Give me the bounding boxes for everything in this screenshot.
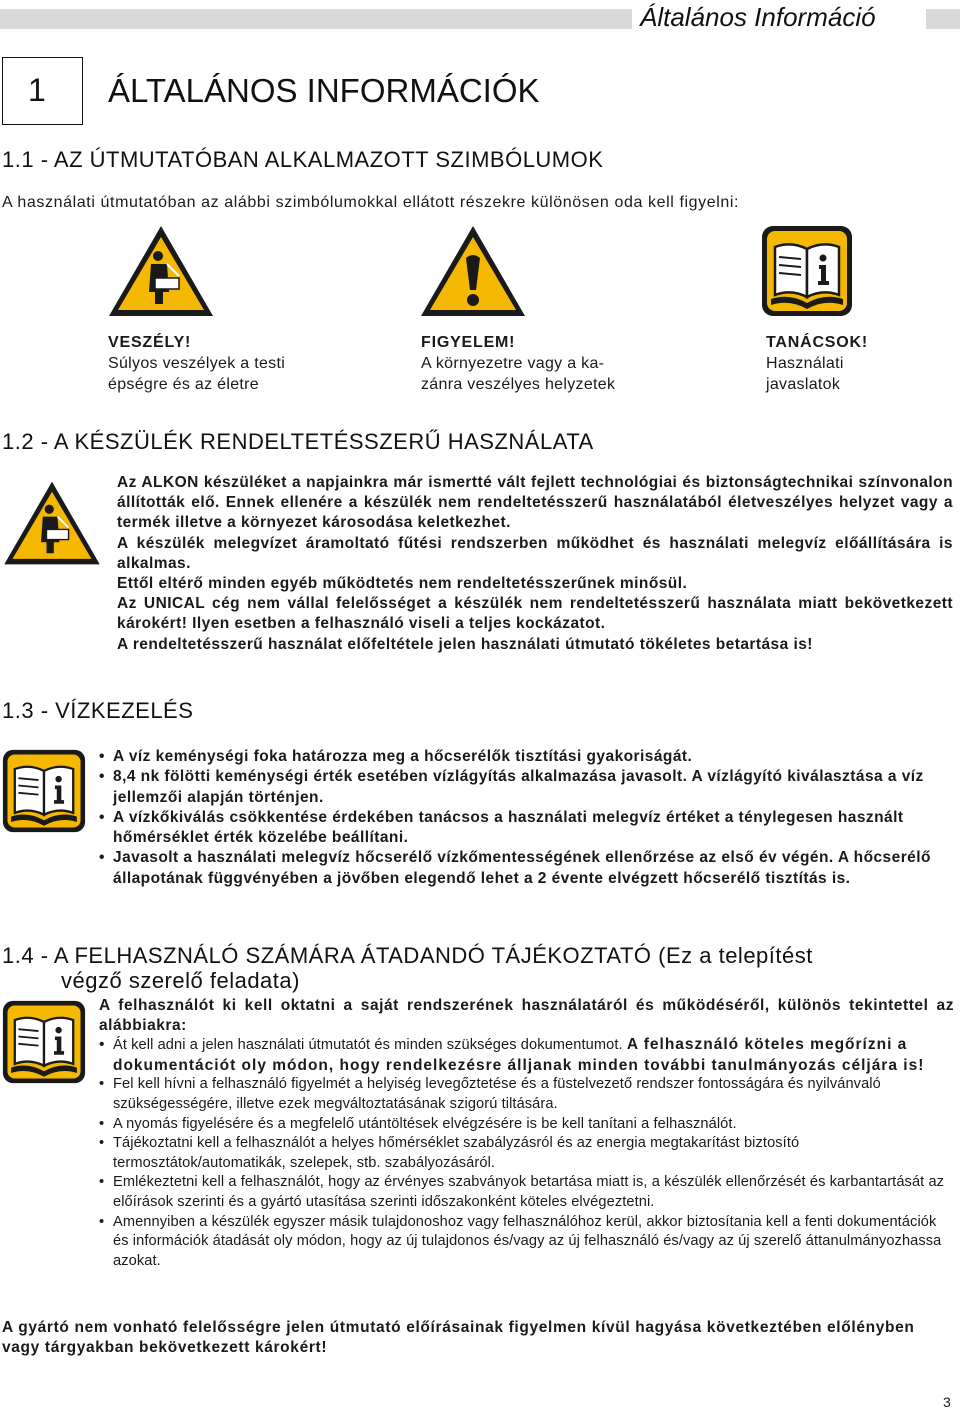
- symbol-danger-desc-2: épségre és az életre: [108, 376, 259, 393]
- section-1-2-p1a: Az ALKON készüléket a napjainkra már ismertté vált fejlett technológiai és biztonságtechnikai színvonalon állították elő.: [117, 474, 953, 512]
- page-number: 3: [943, 1394, 951, 1410]
- symbol-danger-desc-1: Súlyos veszélyek a testi: [108, 355, 286, 372]
- list-item: • A víz keménységi foka határozza meg a hőcserélők tisztítási gyakoriságát.: [99, 747, 954, 767]
- section-1-2-p5: A rendeltetésszerű használat előfeltétele jelen használati útmutató tökéletes betartása is!: [117, 635, 813, 653]
- section-1-2-title: 1.2 - A KÉSZÜLÉK RENDELTETÉSSZERŰ HASZNÁLATA: [2, 429, 594, 454]
- list-item: • Emlékeztetni kell a felhasználót, hogy az érvényes szabványok betartása miatt is, a készülék ellenőrzését és karbantartását az előírások szerinti és a gyártó utasítása szerinti időszakonként köteles elvégeztetni.: [99, 1173, 954, 1212]
- symbol-advice-desc-1: Használati: [766, 355, 844, 372]
- list-item: • A vízkőkiválás csökkentése érdekében tanácsos a használati melegvíz értéket a ténylegesen használt hőmérséklet érték közelébe beállítani.: [99, 808, 954, 849]
- list-item: • Amennyiben a készülék egyszer másik tulajdonoshoz vagy felhasználóhoz kerül, akkor biztosítania kell a fenti dokumentációk és információk átadását oly módon, hogy az új tulajdonos és/vagy az új felhasználó és/vagy az új szerelő áttanulmányozhassa azokat.: [99, 1213, 954, 1272]
- section-1-2-p4: Az UNICAL cég nem vállal felelősséget a készülék nem rendeltetésszerű használata miatt bekövetkezett károkért! Ilyen esetben a felhasználó viseli a teljes kockázatot.: [117, 595, 953, 633]
- section-1-3-title: 1.3 - VÍZKEZELÉS: [2, 698, 194, 723]
- list-item: • 8,4 nk fölötti keménységi érték esetében vízlágyítás alkalmazása javasolt. A vízlágyító kiválasztása a víz jellemzői alapján történjen.: [99, 767, 954, 808]
- section-1-4-body: [99, 996, 954, 1271]
- section-1-2-p2: A készülék melegvízet áramoltató fűtési rendszerben működhet és használati melegvíz előállítására is alkalmas.: [117, 534, 953, 572]
- warning-exclamation-icon: [417, 222, 529, 320]
- list-item-emphasis: A felhasználó köteles megőrízni a dokumentációt oly módon, hogy rendelkezésre álljanak minden további tanulmányozás céljára is!: [113, 1036, 925, 1074]
- symbol-warning-label: FIGYELEM!: [421, 334, 516, 351]
- header-bar-end: [926, 9, 960, 29]
- section-1-3-body: [99, 747, 954, 889]
- symbol-warning-desc-2: zánra veszélyes helyzetek: [421, 376, 616, 393]
- footer-note: A gyártó nem vonható felelősségre jelen útmutató előírásainak figyelmen kívül hagyása következtében előlényben vagy tárgyakban bekövetkezett károkért!: [2, 1319, 915, 1357]
- symbol-danger-label: VESZÉLY!: [108, 334, 192, 351]
- danger-injury-icon: [105, 222, 217, 320]
- symbol-danger-text: [108, 332, 285, 395]
- list-item: [99, 1035, 954, 1075]
- section-1-4-intro: A felhasználót ki kell oktatni a saját rendszerének használatáról és működéséről, különös tekintettel az alábbiakra:: [99, 997, 954, 1034]
- danger-injury-icon: [0, 478, 104, 568]
- section-1-1-intro: A használati útmutatóban az alábbi szimbólumokkal ellátott részekre különösen oda kell figyelni:: [2, 194, 740, 211]
- list-item: • Tájékoztatni kell a felhasználót a helyes hőmérséklet szabályzásról és az energia megtakarítást biztosító termosztátok/automatikák, szelepek, stb. szabályozásáról.: [99, 1134, 954, 1173]
- section-1-2-p1b: Ennek ellenére a készülék nem rendeltetésszerű használatából életveszélyes helyzet vagy a termék illetve a környezet károsodása keletkezhet.: [117, 494, 953, 532]
- section-1-1-title: 1.1 - AZ ÚTMUTATÓBAN ALKALMAZOTT SZIMBÓLUMOK: [2, 147, 604, 172]
- section-1-4-title-line2: végző szerelő feladata): [61, 968, 300, 993]
- list-item-text: Át kell adni a jelen használati útmutatót és minden szükséges dokumentumot.: [113, 1037, 627, 1054]
- symbol-warning-desc-1: A környezetre vagy a ka-: [421, 355, 605, 372]
- symbol-advice-label: TANÁCSOK!: [766, 334, 869, 351]
- symbol-warning-text: [421, 332, 615, 395]
- symbol-advice-text: [766, 332, 868, 395]
- header-title: Általános Információ: [640, 2, 876, 32]
- info-book-icon: [761, 225, 853, 317]
- section-1-2-body: [117, 473, 953, 655]
- list-item: • Javasolt a használati melegvíz hőcserélő vízkőmentességének ellenőrzése az első év végén. A hőcserélő állapotának függvényében a jövőben elegendő lehet a 2 évente elvégzett hőcserélő tisztítás is.: [99, 848, 954, 889]
- chapter-title: ÁLTALÁNOS INFORMÁCIÓK: [108, 72, 540, 109]
- list-item: • A nyomás figyelésére és a megfelelő utántöltések elvégzésére is be kell tanítani a felhasználót.: [99, 1115, 954, 1135]
- chapter-number: 1: [28, 72, 46, 108]
- list-item: • Fel kell hívni a felhasználó figyelmét a helyiség levegőztetése és a füstelvezető rendszer fontosságára és nyilvánvaló szükségességére, illetve ezek megváltoztatásának szigorú tiltására.: [99, 1075, 954, 1114]
- info-book-icon: [2, 749, 86, 833]
- section-1-4-title-line1: 1.4 - A FELHASZNÁLÓ SZÁMÁRA ÁTADANDÓ TÁJÉKOZTATÓ (Ez a telepítést: [2, 943, 813, 968]
- info-book-icon: [2, 1000, 86, 1084]
- symbol-advice-desc-2: javaslatok: [766, 376, 841, 393]
- section-1-2-p3: Ettől eltérő minden egyéb működtetés nem rendeltetésszerűnek minősül.: [117, 575, 688, 593]
- header-bar: [0, 9, 632, 29]
